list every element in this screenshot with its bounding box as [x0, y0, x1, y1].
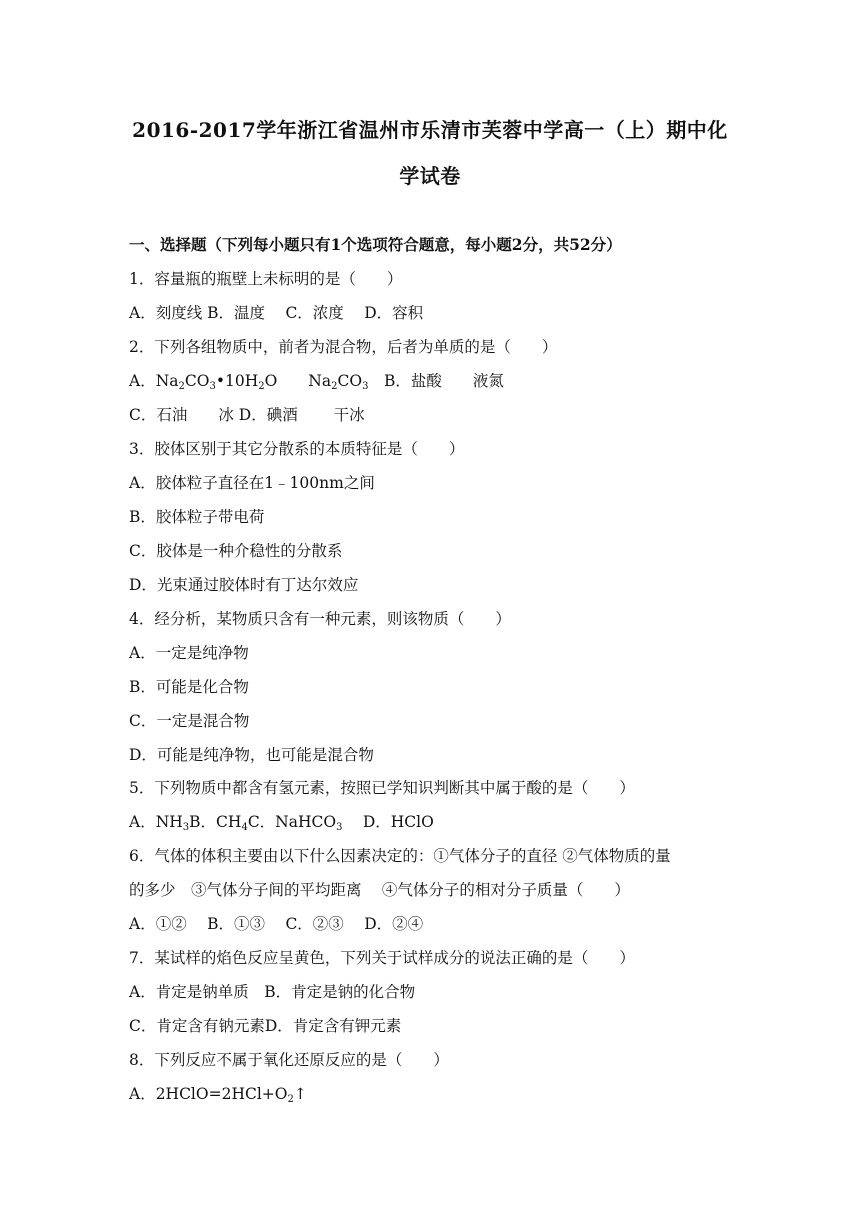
exam-title-line1: 2016-2017学年浙江省温州市乐清市芙蓉中学高一（上）期中化: [132, 118, 728, 142]
exam-title-line2: 学试卷: [399, 164, 461, 188]
question-5-stem: 5．下列物质中都含有氢元素，按照已学知识判断其中属于酸的是（ ）: [129, 779, 635, 797]
question-5-options: A．$NH_3B$．$CH_4C$．NaHCO$_3$ D．HClO: [129, 813, 434, 833]
question-4-option-d: D．可能是纯净物，也可能是混合物: [129, 746, 374, 764]
question-2-options-cd: C．石油 冰 D．碘酒 干冰: [129, 406, 365, 424]
question-3-stem: 3．胶体区别于其它分散系的本质特征是（ ）: [129, 440, 465, 458]
question-1-stem: 1．容量瓶的瓶壁上未标明的是（ ）: [129, 270, 403, 288]
question-4-option-a: A．一定是纯净物: [129, 644, 249, 662]
question-7-options-cd: C．肯定含有钠元素D．肯定含有钾元素: [129, 1017, 402, 1035]
question-1-options: A．刻度线 B．温度 C．浓度 D．容积: [129, 304, 424, 322]
question-4-option-c: C．一定是混合物: [129, 712, 250, 730]
question-6-stem-line2: 的多少 ③气体分子间的平均距离 ④气体分子的相对分子质量（ ）: [129, 881, 630, 899]
question-8-option-a: A．$2HClO=2HCl+O_2↑$: [129, 1085, 307, 1105]
section-heading: 一、选择题（下列每小题只有1个选项符合题意，每小题2分，共52分）: [129, 235, 622, 254]
question-8-stem: 8．下列反应不属于氧化还原反应的是（ ）: [129, 1051, 449, 1069]
arrow-up-icon: ↑: [293, 1085, 307, 1103]
question-2-stem: 2．下列各组物质中，前者为混合物，后者为单质的是（ ）: [129, 338, 558, 356]
question-3-option-d: D．光束通过胶体时有丁达尔效应: [129, 576, 359, 594]
question-7-stem: 7．某试样的焰色反应呈黄色，下列关于试样成分的说法正确的是（ ）: [129, 949, 635, 967]
question-3-option-b: B．胶体粒子带电荷: [129, 508, 265, 526]
question-6-options: A．①② B．①③ C．②③ D．②④: [129, 915, 424, 933]
question-2-options-ab: A．$Na_2CO_3•10H_2O$ $Na_2CO_3$ B．盐酸 液氮: [129, 372, 504, 392]
question-3-option-c: C．胶体是一种介稳性的分散系: [129, 542, 343, 560]
question-4-option-b: B．可能是化合物: [129, 678, 249, 696]
question-7-options-ab: A．肯定是钠单质 B．肯定是钠的化合物: [129, 983, 416, 1001]
question-6-stem-line1: 6．气体的体积主要由以下什么因素决定的：①气体分子的直径 ②气体物质的量: [129, 847, 671, 865]
question-3-option-a: A．胶体粒子直径在1﹣100nm之间: [129, 474, 375, 492]
question-4-stem: 4．经分析，某物质只含有一种元素，则该物质（ ）: [129, 610, 511, 628]
